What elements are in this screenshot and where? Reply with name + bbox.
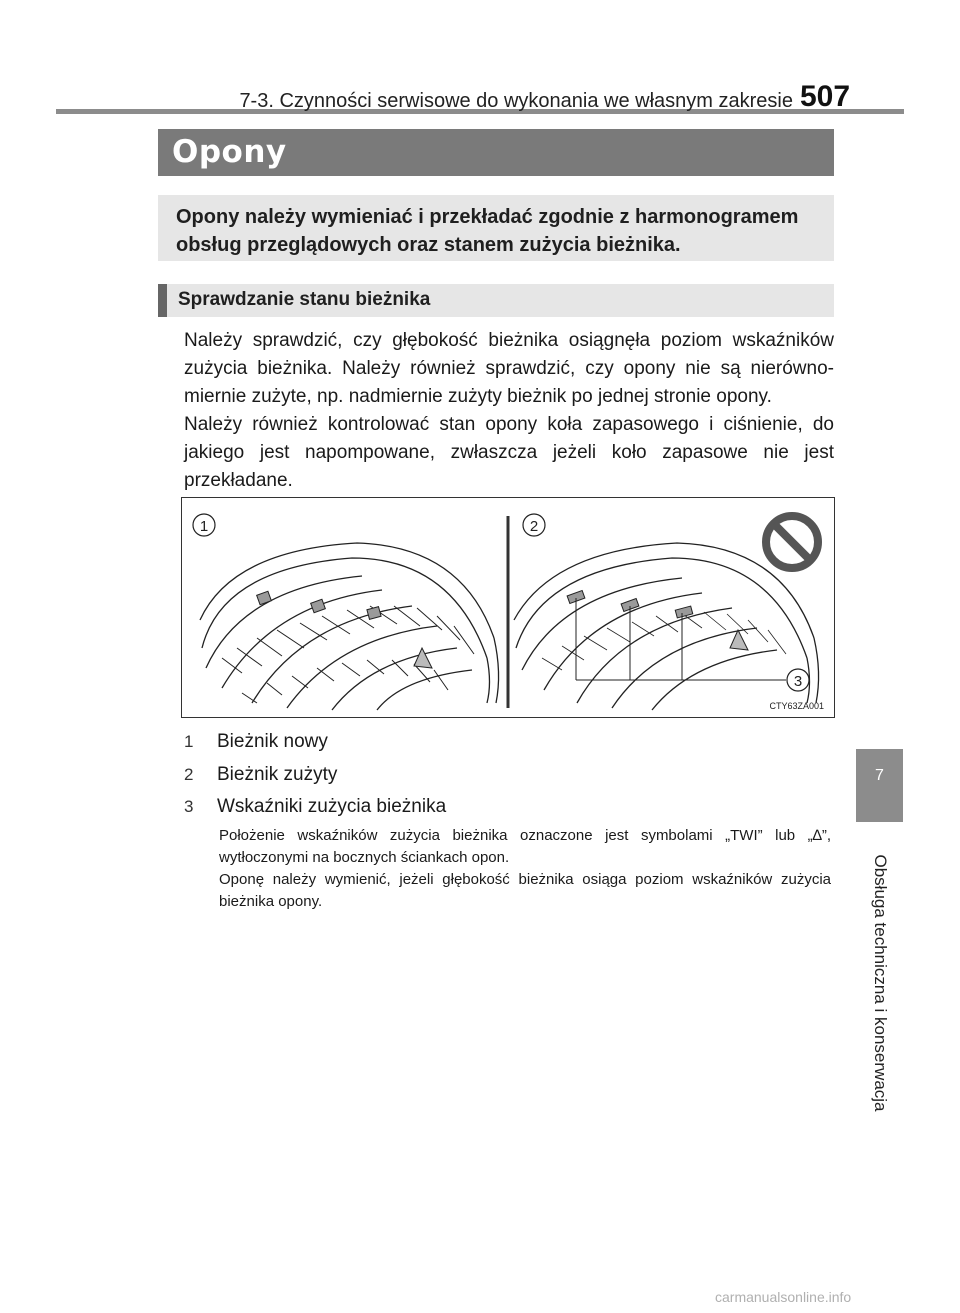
legend-number: 1 bbox=[184, 732, 194, 751]
paragraph: Należy sprawdzić, czy głębokość bieżnika osiągnęła poziom wskaźników zużycia bieżnika. Należy również sprawdzić, czy opony nie są nierównomiernie zużyte, np. nadmiernie zużyty bieżnik po jednej stronie opony. bbox=[184, 330, 834, 407]
watermark: carmanualsonline.info bbox=[715, 1289, 852, 1305]
tire-tread-figure bbox=[181, 497, 835, 718]
legend-text: Wskaźniki zużycia bieżnika bbox=[217, 796, 447, 817]
legend-number: 2 bbox=[184, 765, 194, 784]
intro-text: Opony należy wymieniać i przekładać zgodnie z harmonogramem obsług przeglądowych oraz stanem zużycia bieżnika. bbox=[176, 206, 799, 256]
legend-text: Bieżnik nowy bbox=[217, 731, 328, 752]
wear-indicator-marks-new bbox=[257, 591, 381, 619]
subheading bbox=[158, 284, 834, 317]
callout-3 bbox=[787, 669, 809, 691]
new-tread-tire bbox=[200, 543, 499, 710]
twi-triangle-icon bbox=[414, 648, 432, 668]
legend-text: Bieżnik zużyty bbox=[217, 764, 338, 785]
figure-code: CTY63ZA001 bbox=[769, 701, 824, 711]
legend-item bbox=[184, 731, 328, 753]
svg-text:3: 3 bbox=[793, 673, 803, 690]
chapter-label: Obsługa techniczna i konserwacja bbox=[871, 854, 890, 1112]
twi-triangle-icon bbox=[730, 630, 748, 650]
note-text: Położenie wskaźników zużycia bieżnika oznaczone jest symbolami „TWI” lub „∆”, wytłoczonymi na bocznych ściankach opon. bbox=[219, 827, 831, 866]
prohibited-icon bbox=[766, 516, 818, 568]
legend-number: 3 bbox=[184, 797, 194, 816]
page-title: Opony bbox=[172, 134, 287, 170]
page-number: 507 bbox=[800, 80, 851, 113]
legend-item bbox=[184, 764, 338, 786]
legend-item bbox=[184, 796, 447, 818]
callout-2 bbox=[523, 514, 545, 536]
tire-illustration bbox=[182, 498, 834, 717]
chapter-tab bbox=[856, 749, 903, 822]
paragraph: Należy również kontrolować stan opony koła zapasowego i ciśnienie, do jakiego jest napompowane, zwłaszcza jeżeli koło zapasowe nie jest przekładane. bbox=[184, 414, 834, 491]
note-text: Oponę należy wymienić, jeżeli głębokość bieżnika osiąga poziom wskaźników zużycia bieżnika opony. bbox=[219, 871, 831, 910]
intro-box bbox=[158, 195, 834, 261]
subheading-text: Sprawdzanie stanu bieżnika bbox=[178, 289, 431, 310]
chapter-number: 7 bbox=[875, 767, 884, 784]
worn-tread-tire bbox=[514, 543, 819, 710]
svg-text:2: 2 bbox=[529, 518, 539, 535]
svg-text:1: 1 bbox=[199, 518, 209, 535]
section-title: 7-3. Czynności serwisowe do wykonania we własnym zakresie bbox=[239, 90, 793, 112]
callout-1 bbox=[193, 514, 215, 536]
page-title-bar bbox=[158, 129, 834, 176]
